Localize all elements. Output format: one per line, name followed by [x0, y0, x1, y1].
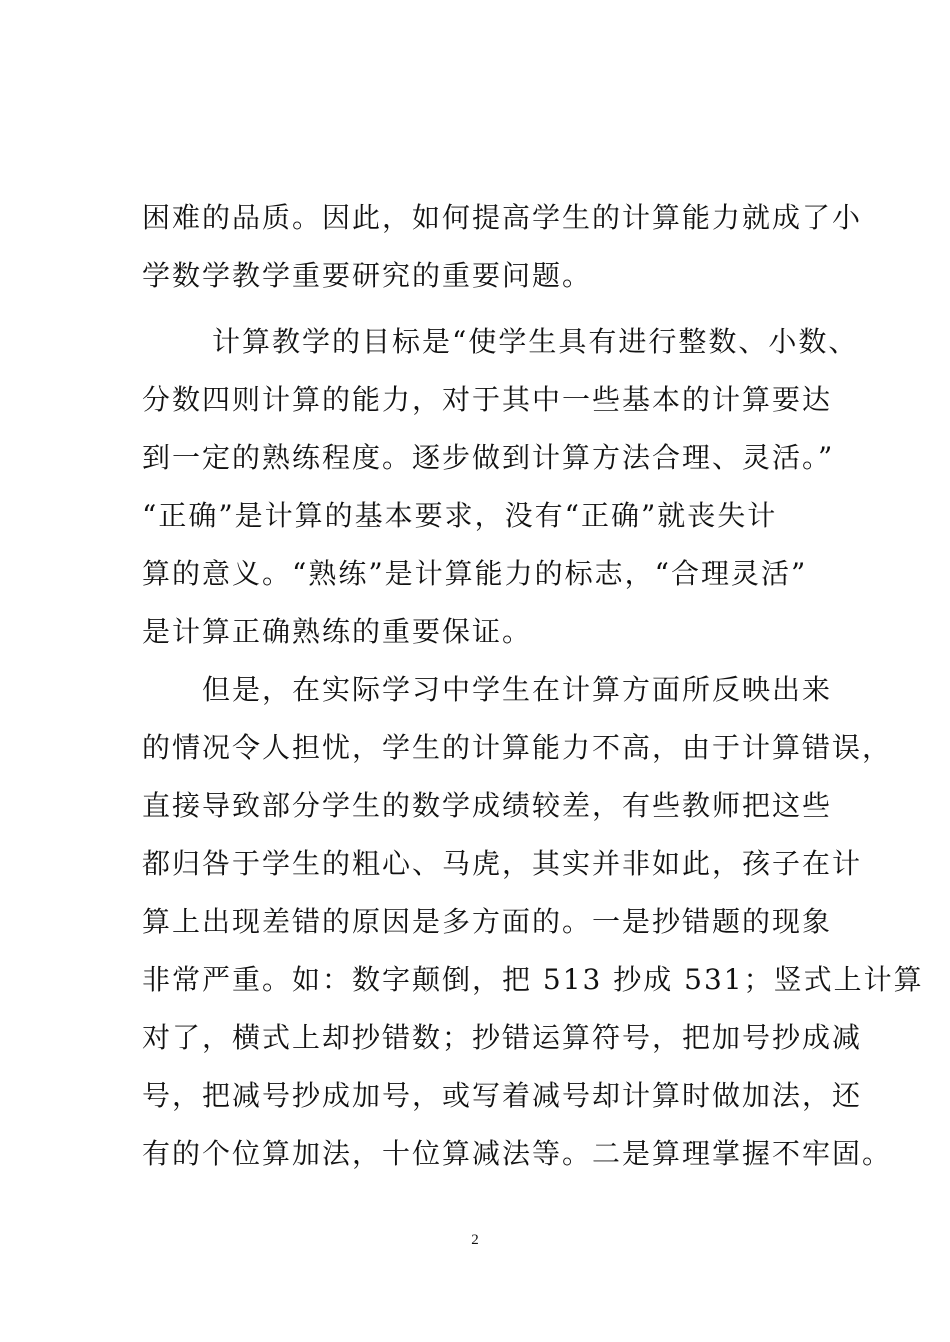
text-line-10: 的情况令人担忧，学生的计算能力不高，由于计算错误， — [142, 731, 893, 764]
text-line-14: 非常严重。如：数字颠倒，把 513 抄成 531；竖式上计算 — [142, 963, 924, 996]
text-line-16: 号，把减号抄成加号，或写着减号却计算时做加法，还 — [142, 1079, 863, 1112]
text-line-3: 计算教学的目标是“使学生具有进行整数、小数、 — [212, 325, 859, 358]
text-line-17: 有的个位算加法，十位算减法等。二是算理掌握不牢固。 — [142, 1137, 893, 1170]
text-line-2: 学数学教学重要研究的重要问题。 — [142, 259, 593, 292]
text-line-8: 是计算正确熟练的重要保证。 — [142, 615, 533, 648]
text-line-12: 都归咎于学生的粗心、马虎，其实并非如此，孩子在计 — [142, 847, 863, 880]
text-line-7: 算的意义。“熟练”是计算能力的标志，“合理灵活” — [142, 557, 808, 590]
text-line-1: 困难的品质。因此，如何提高学生的计算能力就成了小 — [142, 201, 863, 234]
text-line-5: 到一定的熟练程度。逐步做到计算方法合理、灵活。” — [142, 441, 835, 474]
page-number: 2 — [471, 1232, 479, 1248]
text-line-15: 对了，横式上却抄错数；抄错运算符号，把加号抄成减 — [142, 1021, 863, 1054]
text-line-6: “正确”是计算的基本要求，没有“正确”就丧失计 — [142, 499, 778, 532]
text-line-4: 分数四则计算的能力，对于其中一些基本的计算要达 — [142, 383, 833, 416]
text-line-13: 算上出现差错的原因是多方面的。一是抄错题的现象 — [142, 905, 833, 938]
text-line-9: 但是，在实际学习中学生在计算方面所反映出来 — [202, 673, 833, 706]
text-line-11: 直接导致部分学生的数学成绩较差，有些教师把这些 — [142, 789, 833, 822]
